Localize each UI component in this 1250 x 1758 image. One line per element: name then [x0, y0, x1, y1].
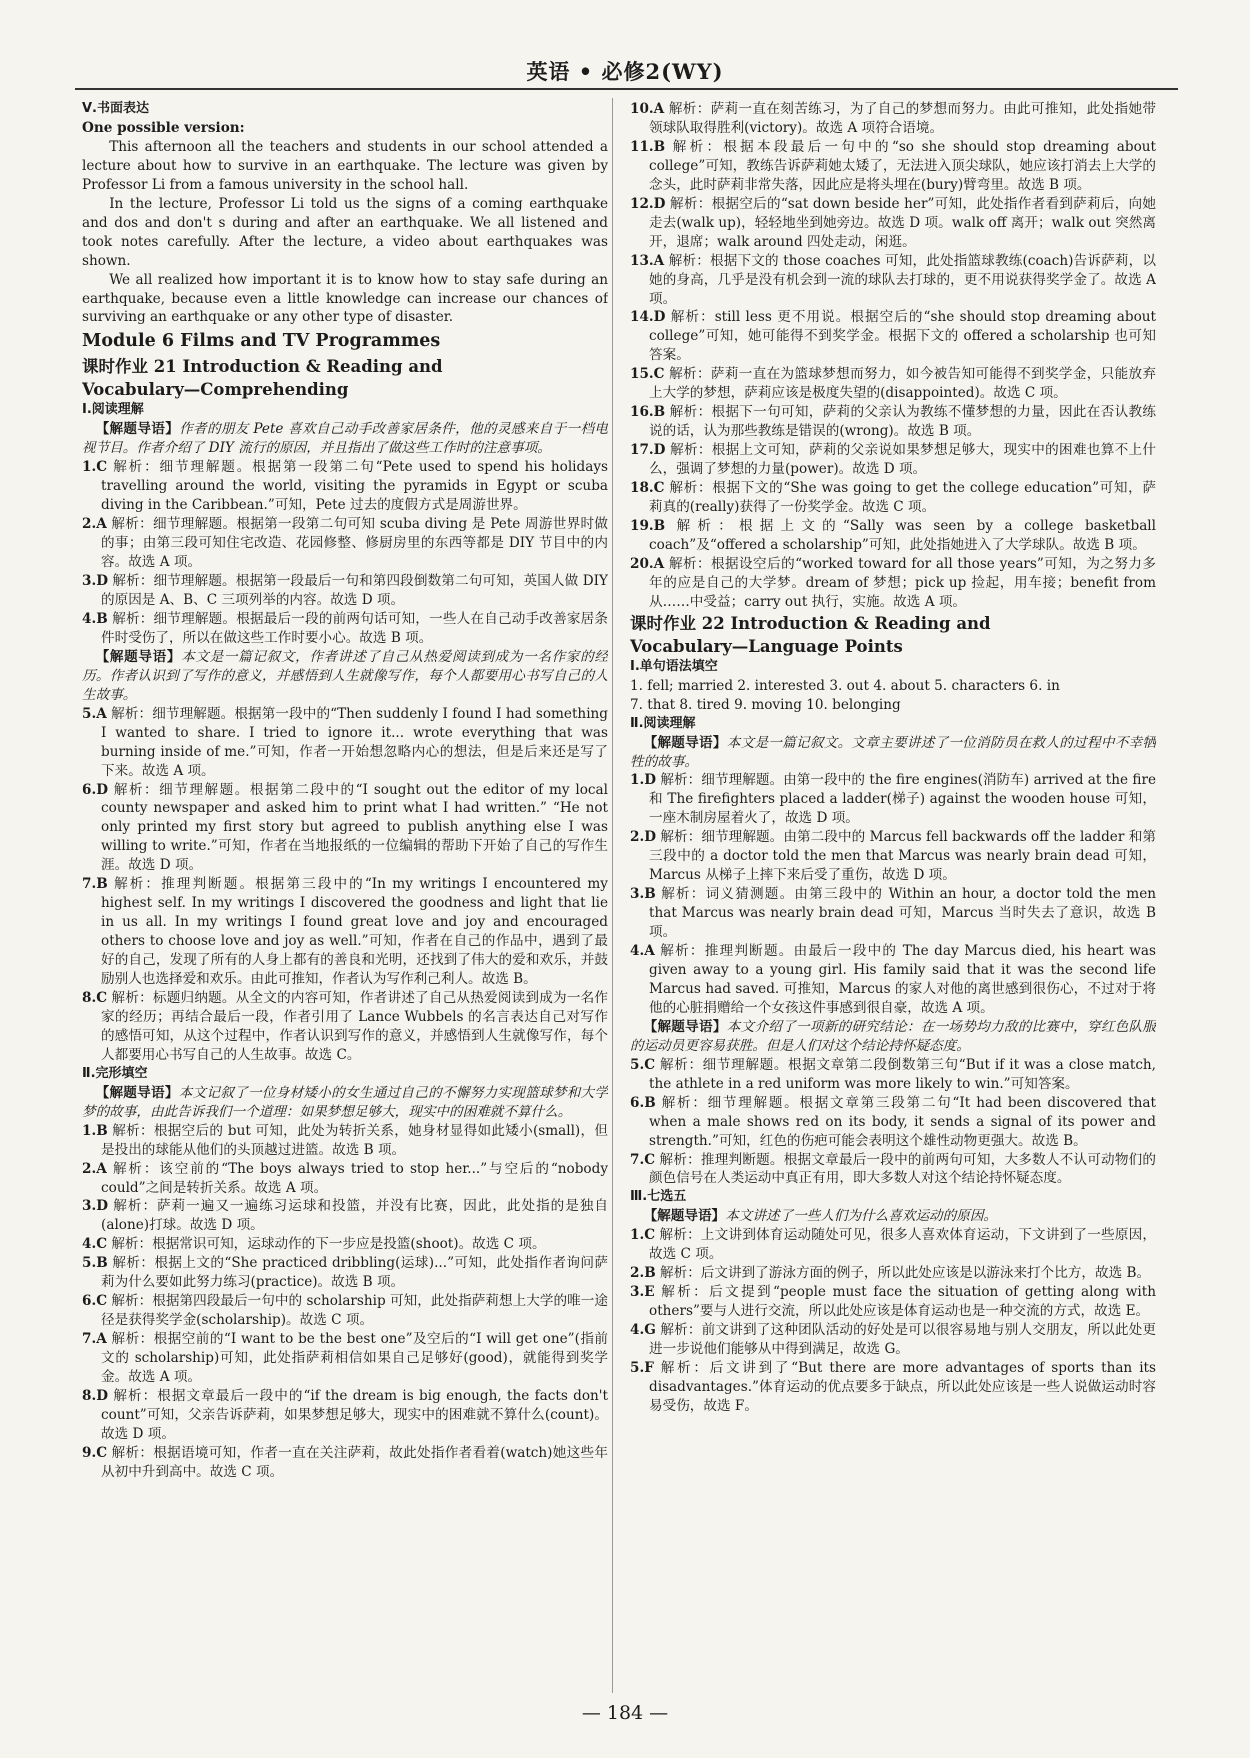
right-column	[630, 100, 1156, 1695]
grammar-heading: Ⅰ.单句语法填空	[630, 658, 718, 674]
answer-item: 4.G 解析：前文讲到了这种团队活动的好处是可以很容易地与别人交朋友，所以此处更进一步说他们能够从中得到满足，故选 G。	[630, 1322, 1156, 1358]
answer-item: 20.A 解析：根据设空后的“worked toward for all those years”可知，为之努力多年的应是自己的大学梦。dream of 梦想；pick up 捡起，用车接；benefit from 从……中受益；carry out 执行，实施。故选 A 项。	[630, 555, 1156, 610]
answer-item: 3.B 解析：词义猜测题。由第三段中的 Within an hour, a doctor told the men that Marcus was nearly brain dead 可知，Marcus 当时失去了意识，故选 B 项。	[630, 886, 1156, 941]
answer-item: 1.D 解析：细节理解题。由第一段中的 the fire engines(消防车) arrived at the fire 和 The firefighters placed a ladder(梯子) against the wooden house 可知，一座木制房屋着火了，故选 D 项。	[630, 772, 1156, 827]
writing-paragraph: In the lecture, Professor Li told us the signs of a coming earthquake and dos and don't s during and after an earthquake. We all listened and took notes carefully. After the lecture, a video about earthquakes was shown.	[82, 195, 608, 269]
answer-item: 1.B 解析：根据空后的 but 可知，此处为转折关系，她身材显得如此矮小(small)，但是投出的球能从他们的头顶越过进篮。故选 B 项。	[82, 1122, 608, 1158]
guide-label: 【解题导语】	[95, 421, 180, 438]
grammar-answers: 1. fell; married 2. interested 3. out 4. about 5. characters 6. in	[630, 677, 1060, 694]
answer-item: 12.D 解析：根据空后的“sat down beside her”可知，此处指作者看到萨莉后，向她走去(walk up)，轻轻地坐到她旁边。故选 D 项。walk off 离开；walk out 突然离开，退席；walk around 四处走动，闲逛。	[630, 195, 1156, 250]
module-title: Module 6 Films and TV Programmes	[82, 331, 441, 352]
column-divider	[612, 98, 613, 1693]
writing-paragraph: This afternoon all the teachers and students in our school attended a lecture about how to survive in an earthquake. The lecture was given by Professor Li from a famous university in the school hall.	[82, 138, 608, 193]
answer-item: 7.C 解析：推理判断题。根据文章最后一段中的前两句可知，大多数人不认可动物们的颜色信号在人类运动中真正有用，即大多数人对这个结论持怀疑态度。	[630, 1151, 1156, 1187]
lesson-title: 课时作业 21 Introduction & Reading and	[82, 357, 443, 377]
answer-item: 17.D 解析：根据上文可知，萨莉的父亲说如果梦想足够大，现实中的困难也算不上什么，强调了梦想的力量(power)。故选 D 项。	[630, 442, 1156, 478]
answer-item: 14.D 解析：still less 更不用说。根据空后的“she should stop dreaming about college”可知，她可能得不到奖学金。根据下文的 offered a scholarship 也可知答案。	[630, 309, 1156, 364]
answer-item: 6.C 解析：根据第四段最后一句中的 scholarship 可知，此处指萨莉想上大学的唯一途径是获得奖学金(scholarship)。故选 C 项。	[82, 1293, 608, 1329]
guide-paragraph	[82, 420, 608, 458]
guide-paragraph: 【解题导语】本文记叙了一位身材矮小的女生通过自己的不懈努力实现篮球梦和大学梦的故事，由此告诉我们一个道理：如果梦想足够大，现实中的困难就不算什么。	[82, 1084, 608, 1120]
guide-paragraph: 【解题导语】本文介绍了一项新的研究结论：在一场势均力敌的比赛中，穿红色队服的运动员更容易获胜。但是人们对这个结论持怀疑态度。	[630, 1018, 1156, 1054]
writing-version-label: One possible version:	[82, 119, 245, 136]
lesson-title: 课时作业 22 Introduction & Reading and	[630, 613, 991, 633]
reading-heading: Ⅰ.阅读理解	[82, 402, 144, 418]
answer-item: 7.A 解析：根据空前的“I want to be the best one”及空后的“I will get one”(指前文的 scholarship)可知，此处指萨莉相信如果自己足够好(good)，就能得到奖学金。故选 A 项。	[82, 1331, 608, 1386]
cloze-heading: Ⅱ.完形填空	[82, 1065, 148, 1081]
answer-item: 1.C 解析：细节理解题。根据第一段第二句“Pete used to spend his holidays travelling around the world, visiting the pyramids in Egypt or scuba diving in the Caribbean.”可知，Pete 过去的度假方式是周游世界。	[82, 459, 608, 514]
guide-paragraph: 【解题导语】本文是一篇记叙文。文章主要讲述了一位消防员在救人的过程中不幸牺牲的故事。	[630, 734, 1156, 770]
header-rule	[75, 88, 1178, 90]
answer-item: 2.A 解析：细节理解题。根据第一段第二句可知 scuba diving 是 Pete 周游世界时做的事；由第三段可知住宅改造、花园修整、修厨房里的东西等都是 DIY 节目中的内容。故选 A 项。	[82, 516, 608, 571]
answer-item: 9.C 解析：根据语境可知，作者一直在关注萨莉，故此处指作者看着(watch)她这些年从初中升到高中。故选 C 项。	[82, 1444, 608, 1480]
seven-choose-five-heading: Ⅲ.七选五	[630, 1189, 687, 1205]
answer-item: 2.D 解析：细节理解题。由第二段中的 Marcus fell backwards off the ladder 和第三段中的 a doctor told the men that Marcus was nearly brain dead 可知，Marcus 从梯子上摔下来后受了重伤，故选 D 项。	[630, 829, 1156, 884]
grammar-answers: 7. that 8. tired 9. moving 10. belonging	[630, 696, 901, 713]
answer-item: 8.C 解析：标题归纳题。从全文的内容可知，作者讲述了自己从热爱阅读到成为一名作家的经历；再结合最后一段，作者引用了 Lance Wubbels 的名言表达自己对写作的感悟可知，从这个过程中，作者认识到写作的意义，并感悟到人生就像写作，每个人都要用心书写自己的人生故事。故选 C。	[82, 989, 608, 1063]
answer-item: 4.B 解析：细节理解题。根据最后一段的前两句话可知，一些人在自己动手改善家居条件时受伤了，所以在做这些工作时要小心。故选 B 项。	[82, 610, 608, 646]
writing-heading: Ⅴ.书面表达	[82, 101, 149, 116]
guide-text: 作者的朋友 Pete 喜欢自己动手改善家居条件，他的灵感来自于一档电视节目。作者介绍了 DIY 流行的原因，并且指出了做这些工作时的注意事项。	[82, 421, 608, 457]
answer-item: 3.E 解析：后文提到“people must face the situation of getting along with others”要与人进行交流，所以此处应该是体育运动也是一种交流的方式，故选 E。	[630, 1284, 1156, 1320]
answer-item: 15.C 解析：萨莉一直在为篮球梦想而努力，如今被告知可能得不到奖学金，只能放弃上大学的梦想，萨莉应该是极度失望的(disappointed)。故选 C 项。	[630, 366, 1156, 402]
answer-item: 6.B 解析：细节理解题。根据文章第三段第二句“It had been discovered that when a male shows red on its body, it sends a signal of its power and strength.”可知，红色的伤疤可能会表明这个雄性动物更强大。故选 B。	[630, 1094, 1156, 1149]
answer-item: 4.C 解析：根据常识可知，运球动作的下一步应是投篮(shoot)。故选 C 项。	[82, 1236, 546, 1253]
answer-item: 13.A 解析：根据下文的 those coaches 可知，此处指篮球教练(coach)告诉萨莉，以她的身高，几乎是没有机会到一流的球队去打球的，更不用说获得奖学金了。故选 A 项。	[630, 252, 1156, 307]
answer-item: 5.B 解析：根据上文的“She practiced dribbling(运球)...”可知，此处指作者询问萨莉为什么要如此努力练习(practice)。故选 B 项。	[82, 1255, 608, 1291]
page-header: 英语 • 必修2(WY)	[526, 59, 724, 84]
answer-item: 18.C 解析：根据下文的“She was going to get the college education”可知，萨莉真的(really)获得了一份奖学金。故选 C 项。	[630, 480, 1156, 516]
guide-paragraph: 【解题导语】本文讲述了一些人们为什么喜欢运动的原因。	[643, 1208, 998, 1225]
answer-item: 7.B 解析：推理判断题。根据第三段中的“In my writings I encountered my highest self. In my writings I discovered the goodness and light that lie in us all. In my writings I found great love and joy and encouraged others to choose love and joy as well.”可知，作者在自己的作品中，遇到了最好的自己，发现了所有的人身上都有的善良和光明，还找到了伟大的爱和欢乐，并鼓励别人也选择爱和欢乐。由此可推知，作者认为写作利己利人。故选 B。	[82, 876, 608, 988]
writing-paragraph: We all realized how important it is to know how to stay safe during an earthquake, because even a little knowledge can increase our chances of surviving an earthquake or any other type of disaster.	[82, 271, 608, 326]
answer-item: 1.C 解析：上文讲到体育运动随处可见，很多人喜欢体育运动，下文讲到了一些原因，故选 C 项。	[630, 1227, 1156, 1263]
answer-item: 2.B 解析：后文讲到了游泳方面的例子，所以此处应该是以游泳来打个比方，故选 B。	[630, 1265, 1151, 1282]
lesson-subtitle: Vocabulary—Comprehending	[82, 380, 349, 400]
page-number: — 184 —	[581, 1702, 669, 1724]
answer-item: 5.A 解析：细节理解题。根据第一段中的“Then suddenly I found I had something I wanted to share. I tried to ignore it... wrote everything that was burning inside of me.”可知，作者一开始想忽略内心的想法，但是后来还是写了下来。故选 A 项。	[82, 705, 608, 779]
answer-item: 19.B 解析：根据上文的“Sally was seen by a college basketball coach”及“offered a scholarship”可知，此处指她进入了大学球队。故选 B 项。	[630, 517, 1156, 553]
lesson-subtitle: Vocabulary—Language Points	[630, 636, 903, 656]
answer-item: 10.A 解析：萨莉一直在刻苦练习，为了自己的梦想而努力。由此可推知，此处指她带领球队取得胜利(victory)。故选 A 项符合语境。	[630, 101, 1156, 136]
answer-item: 3.D 解析：细节理解题。根据第一段最后一句和第四段倒数第二句可知，英国人做 DIY 的原因是 A、B、C 三项列举的内容。故选 D 项。	[82, 573, 608, 608]
answer-item: 11.B 解析：根据本段最后一句中的“so she should stop dreaming about college”可知，教练告诉萨莉她太矮了，无法进入顶尖球队，她应该打消去上大学的念头，此时萨莉非常失落，因此应是将头埋在(bury)臂弯里。故选 B 项。	[630, 138, 1156, 193]
answer-item: 8.D 解析：根据文章最后一段中的“if the dream is big enough, the facts don't count”可知，父亲告诉萨莉，如果梦想足够大，现实中的困难就不算什么(count)。故选 D 项。	[82, 1388, 608, 1442]
answer-item: 5.C 解析：细节理解题。根据文章第二段倒数第三句“But if it was a close match, the athlete in a red uniform was more likely to win.”可知答案。	[630, 1056, 1156, 1092]
answer-item: 4.A 解析：推理判断题。由最后一段中的 The day Marcus died, his heart was given away to a young girl. His family said that it was the second life Marcus had saved. 可推知，Marcus 的家人对他的离世感到很伤心，不过对于将他的心脏捐赠给一个女孩这件事感到很自豪，故选 A 项。	[630, 943, 1156, 1016]
answer-item: 5.F 解析：后文讲到了“But there are more advantages of sports than its disadvantages.”体育运动的优点要多于缺点，所以此处应该是一些人说做运动时容易受伤，故选 F。	[630, 1360, 1156, 1414]
answer-item: 3.D 解析：萨莉一遍又一遍练习运球和投篮，并没有比赛，因此，此处指的是独自(alone)打球。故选 D 项。	[82, 1198, 608, 1234]
answer-item: 6.D 解析：细节理解题。根据第二段中的“I sought out the editor of my local county newspaper and asked him to print what I had written.” “He not only printed my first story but agreed to publish anything else I was willing to write.”可知，作者在当地报纸的一位编辑的帮助下开始了自己的写作生涯。故选 D 项。	[82, 781, 608, 874]
answer-item: 2.A 解析：该空前的“The boys always tried to stop her...”与空后的“nobody could”之间是转折关系。故选 A 项。	[82, 1160, 608, 1196]
guide-paragraph: 【解题导语】本文是一篇记叙文，作者讲述了自己从热爱阅读到成为一名作家的经历。作者认识到了写作的意义，并感悟到人生就像写作，每个人都要用心书写自己的人生故事。	[82, 648, 608, 703]
reading-heading: Ⅱ.阅读理解	[630, 715, 696, 731]
answer-item: 16.B 解析：根据下一句可知，萨莉的父亲认为教练不懂梦想的力量，因此在否认教练说的话，认为那些教练是错误的(wrong)。故选 B 项。	[630, 404, 1156, 440]
left-column	[82, 100, 608, 1695]
